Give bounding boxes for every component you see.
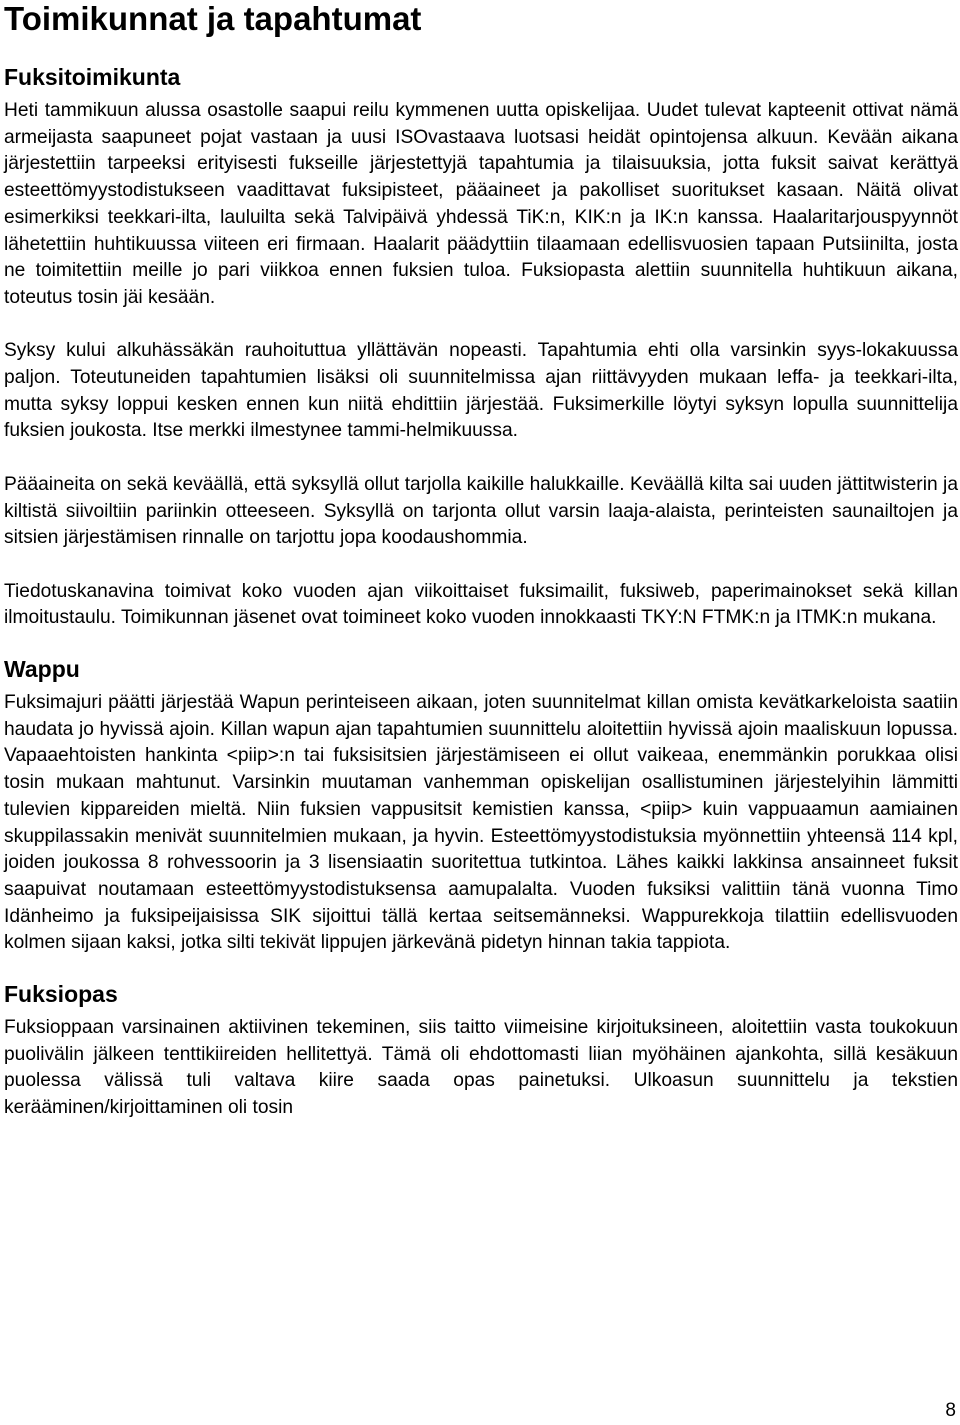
paragraph: Heti tammikuun alussa osastolle saapui reilu kymmenen uutta opiskelijaa. Uudet tulevat kapteenit ottivat nämä armeijasta saapuneet pojat vastaan ja uusi ISOvastaava luotsasi heidät opintojensa alkuun. Kevään aikana järjestettiin tarpeeksi erityisesti fukseille järjestettyjä tapahtumia ja tilaisuuksia, jotta fuksit saivat kerättyä esteettömyystodistukseen vaadittavat fuksipisteet, pääaineet ja pakolliset suoritukset kasaan. Näitä olivat esimerkiksi teekkari-ilta, lauluilta sekä Talvipäivä yhdessä TiK:n, KIK:n ja IK:n kanssa. Haalaritarjouspyynnöt lähetettiin huhtikuussa viiteen eri firmaan. Haalarit päädyttiin tilaamaan edellisvuosien tapaan Putsiinilta, josta ne toimitettiin meille jo pari viikkoa ennen fuksien tuloa. Fuksiopasta alettiin suunnitella huhtikuun aikana, toteutus tosin jäi kesään. [4,100,958,308]
paragraph: Fuksimajuri päätti järjestää Wapun perinteiseen aikaan, joten suunnitelmat killan omista kevätkarkeloista saatiin haudata jo hyvissä ajoin. Killan wapun ajan tapahtumien suunnittelu aloitettiin hyvissä ajoin maaliskuun lopussa. Vapaaehtoisten hankinta <piip>:n tai fuksisitsien järjestämiseen ei ollut vaikeaa, enemmänkin porukkaa olisi tosin mukaan mahtunut. Varsinkin muutaman vanhemman opiskelijan osallistuminen järjestelyihin lämmitti tulevien kippareiden mieltä. Niin fuksien vappusitsit kemistien kanssa, <piip> kuin vappuaamun aamiainen skuppilassakin menivät suunnitelmien mukaan, ja hyvin. Esteettömyystodistuksia myönnettiin yhteensä 114 kpl, joiden joukossa 8 rohvessoorin ja 3 lisensiaatin suoritettua tutkintoa. Lähes kaikki lakkinsa ansainneet fuksit saapuivat noutamaan esteettömyystodistuksensa aamupalalta. Vuoden fuksiksi valittiin tänä vuonna Timo Idänheimo ja fuksipeijaisissa SIK sijoittui tällä kertaa seitsemänneksi. Wappurekkoja tilattiin edellisvuoden kolmen sijaan kaksi, jotka silti tekivät lippujen järkevänä pidetyn hinnan takia tappiota. [4,692,958,954]
paragraph: Tiedotuskanavina toimivat koko vuoden ajan viikoittaiset fuksimailit, fuksiweb, paperimainokset sekä killan ilmoitustaulu. Toimikunnan jäsenet ovat toimineet koko vuoden innokkaasti TKY:N FTMK:n ja ITMK:n mukana. [4,580,958,629]
section-heading-fuksitoimikunta: Fuksitoimikunta [4,64,181,90]
page-title: Toimikunnat ja tapahtumat [4,0,422,37]
page-number: 8 [945,1400,956,1421]
paragraph: Syksy kului alkuhässäkän rauhoituttua yllättävän nopeasti. Tapahtumia ehti olla varsinkin syys-lokakuussa paljon. Toteutuneiden tapahtumien lisäksi oli suunnitelmissa ajan riittävyyden mukaan leffa- ja teekkari-ilta, mutta syksy loppui kesken ennen kun niitä ehdittiin järjestää. Fuksimerkille löytyi syksyn lopulla suunnittelija fuksien joukosta. Itse merkki ilmestynee tammi-helmikuussa. [4,340,958,442]
paragraph: Fuksioppaan varsinainen aktiivinen tekeminen, siis taitto viimeisine kirjoituksineen, aloitettiin vasta toukokuun puolivälin jälkeen tenttikiireiden hellitettyä. Tämä oli ehdottomasti liian myöhäinen ajankohta, sillä kesäkuun puolessa välissä tuli valtava kiire saada opas painetuksi. Ulkoasun suunnittelu ja tekstien kerääminen/kirjoittaminen oli tosin [4,1017,958,1119]
document-page [4,0,958,1122]
section-heading-wappu: Wappu [4,656,80,683]
paragraph: Pääaineita on sekä keväällä, että syksyllä ollut tarjolla kaikille halukkaille. Keväällä kilta sai uuden jättitwisterin ja kiltistä siivoiltiin pariinkin otteeseen. Syksyllä on tarjonta ollut varsin laaja-alaista, perinteisten saunailtojen ja sitsien järjestämisen rinnalle on tarjottu jopa koodaushommia. [4,473,958,549]
section-heading-fuksiopas: Fuksiopas [4,981,118,1008]
